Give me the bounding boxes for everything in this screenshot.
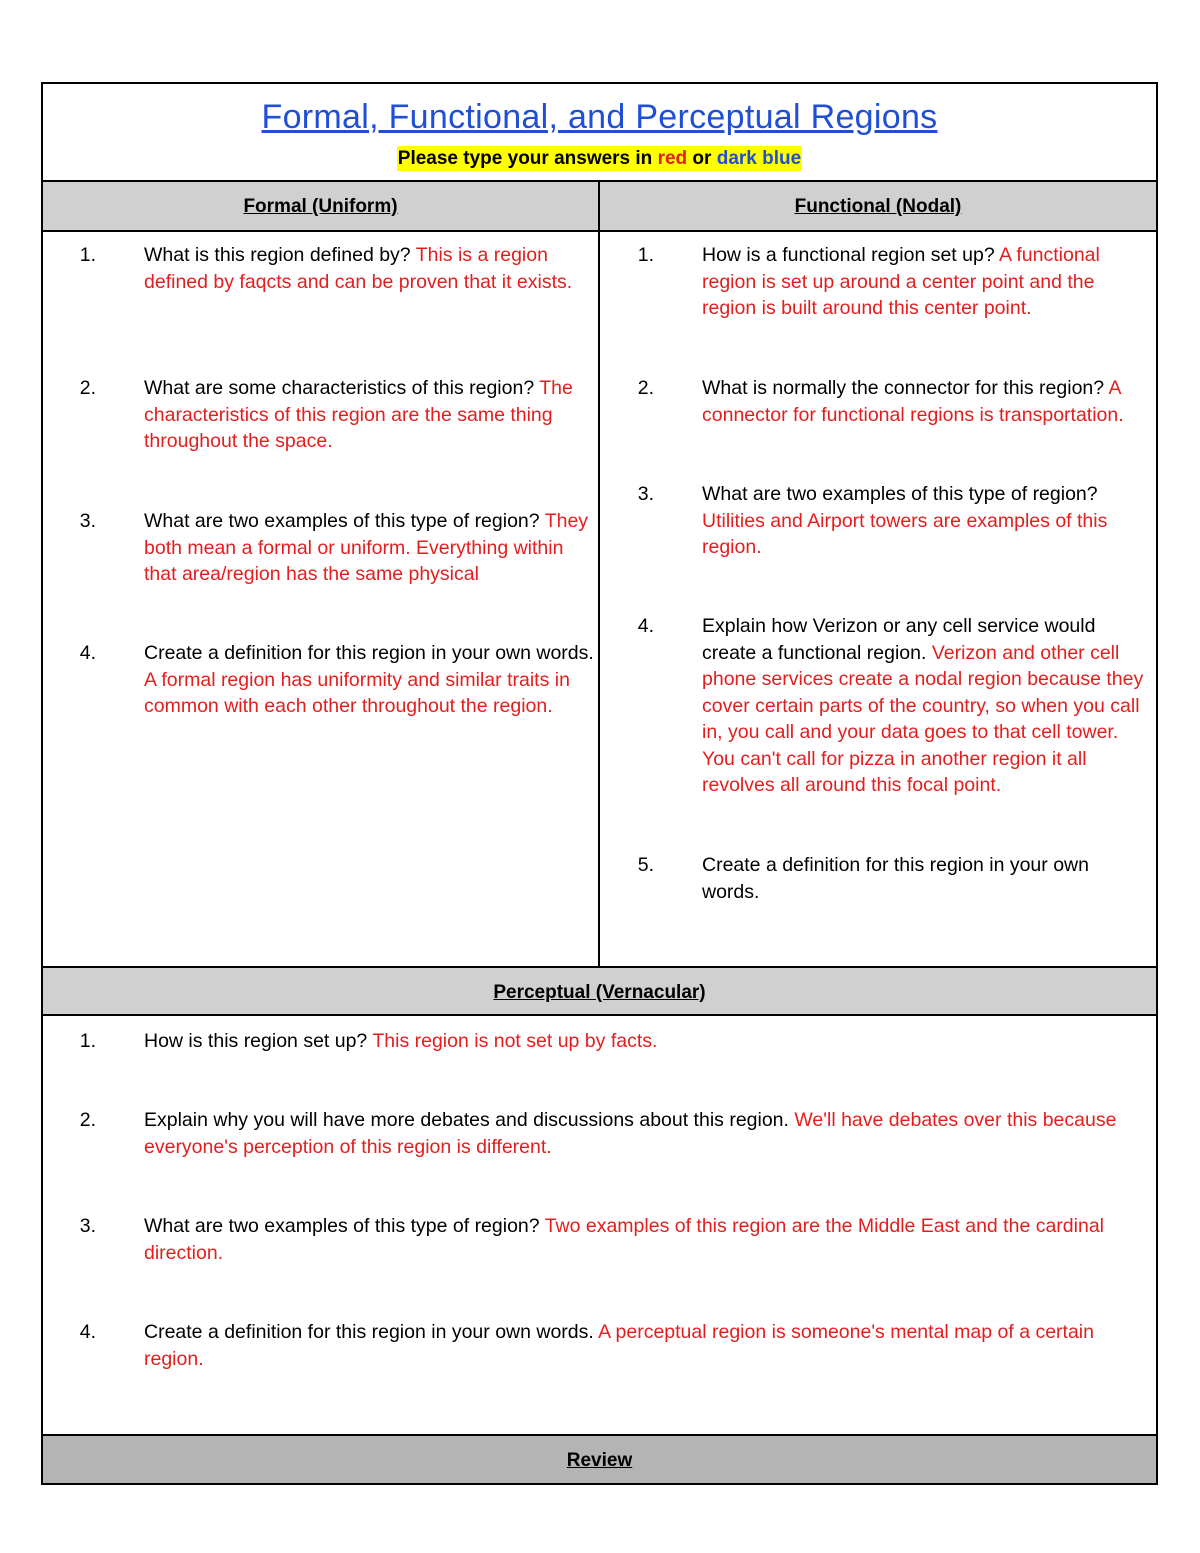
functional-heading: Functional (Nodal)	[794, 196, 962, 217]
item-number: 4.	[79, 1321, 96, 1343]
question: Create a definition for this region in your own words.	[702, 854, 1089, 903]
question: What are two examples of this type of region?	[144, 1215, 545, 1237]
question: How is a functional region set up?	[702, 244, 1000, 266]
instruction-prefix: Please type your answers in	[397, 148, 658, 169]
instruction-blue-word: dark blue	[716, 148, 802, 169]
answer: A perceptual region is someone's mental map of a certain region.	[144, 1321, 1094, 1370]
item-text	[144, 508, 594, 588]
item-number: 2.	[637, 377, 654, 399]
functional-question-list	[622, 242, 1150, 962]
column-divider	[598, 182, 600, 966]
item-number: 4.	[637, 615, 654, 637]
question: Create a definition for this region in your own words.	[144, 642, 594, 664]
answer: They both mean a formal or uniform. Everything within that area/region has the same physical	[144, 510, 589, 585]
page-title: Formal, Functional, and Perceptual Regions	[261, 98, 938, 136]
item-text	[144, 640, 594, 720]
item-number: 3.	[637, 483, 654, 505]
item-number: 2.	[79, 1109, 96, 1131]
item-number: 5.	[637, 854, 654, 876]
item-number: 1.	[637, 244, 654, 266]
question: Explain why you will have more debates and discussions about this region.	[144, 1109, 795, 1131]
instruction-line	[43, 148, 1156, 170]
answer: Two examples of this region are the Middle East and the cardinal direction.	[144, 1215, 1104, 1264]
item-number: 3.	[79, 510, 96, 532]
divider	[43, 1014, 1156, 1016]
question: How is this region set up?	[144, 1030, 373, 1052]
formal-heading: Formal (Uniform)	[243, 196, 398, 217]
answer: A formal region has uniformity and similar traits in common with each other throughout the region.	[144, 668, 570, 717]
answer: This is a region defined by faqcts and can be proven that it exists.	[144, 244, 573, 293]
review-heading: Review	[566, 1450, 633, 1471]
item-text	[144, 1028, 1134, 1055]
item-number: 4.	[79, 642, 96, 664]
item-number: 1.	[79, 244, 96, 266]
question: What are two examples of this type of region?	[144, 510, 545, 532]
item-number: 3.	[79, 1215, 96, 1237]
item-text	[702, 852, 1150, 905]
question: What are two examples of this type of region?	[702, 483, 1098, 505]
item-text	[144, 1319, 1134, 1372]
question: What are some characteristics of this region?	[144, 377, 540, 399]
item-number: 2.	[79, 377, 96, 399]
item-text	[702, 242, 1150, 322]
instruction-red-word: red	[657, 148, 688, 169]
question: Create a definition for this region in your own words.	[144, 1321, 599, 1343]
item-text	[144, 242, 594, 295]
worksheet-table	[41, 82, 1158, 1485]
item-text	[144, 1213, 1134, 1266]
answer: Utilities and Airport towers are examples of this region.	[702, 509, 1108, 558]
item-text	[144, 375, 594, 455]
instruction-highlight	[397, 146, 802, 171]
item-text	[702, 375, 1150, 428]
answer: A functional region is set up around a center point and the region is built around this center point.	[702, 244, 1100, 319]
item-text	[144, 1107, 1134, 1160]
answer: A connector for functional regions is transportation.	[702, 377, 1124, 426]
item-number: 1.	[79, 1030, 96, 1052]
item-text	[702, 613, 1150, 799]
answer: Verizon and other cell phone services create a nodal region because they cover certain parts of the country, so when you call in, you call and your data goes to that cell tower. You can't call for pizza in another region it all revolves all around this focal point.	[702, 641, 1144, 796]
instruction-middle: or	[687, 148, 717, 169]
answer: We'll have debates over this because everyone's perception of this region is different.	[144, 1109, 1117, 1158]
item-text	[702, 481, 1150, 561]
answer: This region is not set up by facts.	[372, 1030, 658, 1052]
perceptual-question-list	[64, 1028, 1134, 1428]
answer: The characteristics of this region are the same thing throughout the space.	[144, 377, 573, 452]
question: What is normally the connector for this region?	[702, 377, 1109, 399]
formal-question-list	[64, 242, 594, 962]
question: What is this region defined by?	[144, 244, 416, 266]
perceptual-heading: Perceptual (Vernacular)	[493, 982, 706, 1003]
question: Explain how Verizon or any cell service would create a functional region.	[702, 615, 1096, 664]
